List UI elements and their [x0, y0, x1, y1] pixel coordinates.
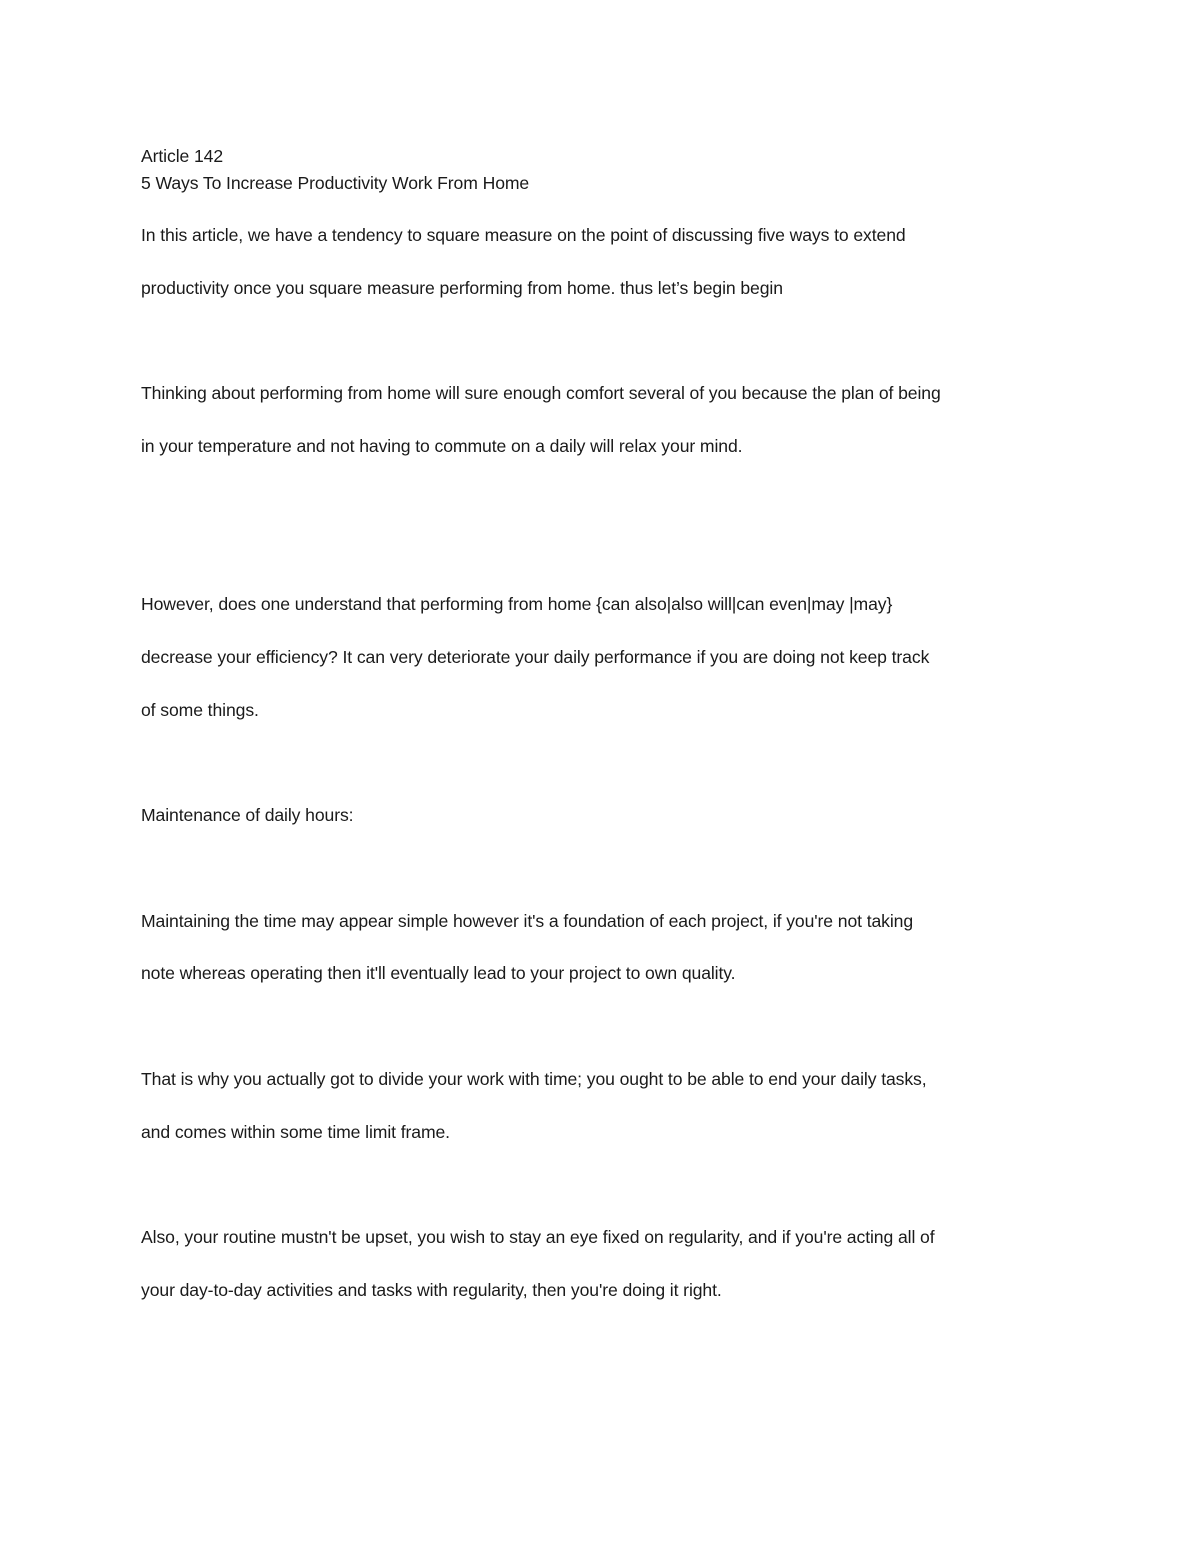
- paragraph-7-line-2: your day-to-day activities and tasks with regularity, then you're doing it right.: [141, 1280, 722, 1300]
- paragraph-3-line-1: However, does one understand that performing from home {can also|also will|can even|may |may}: [141, 594, 893, 614]
- article-number: Article 142: [141, 146, 224, 166]
- paragraph-2-line-2: in your temperature and not having to commute on a daily will relax your mind.: [141, 436, 743, 456]
- paragraph-3-line-3: of some things.: [141, 700, 259, 720]
- article-title: 5 Ways To Increase Productivity Work From Home: [141, 173, 530, 193]
- section-heading: Maintenance of daily hours:: [141, 805, 354, 825]
- paragraph-6-line-1: That is why you actually got to divide your work with time; you ought to be able to end your daily tasks,: [141, 1069, 927, 1089]
- paragraph-1-line-1: In this article, we have a tendency to square measure on the point of discussing five ways to extend: [141, 225, 906, 245]
- paragraph-5-line-2: note whereas operating then it'll eventually lead to your project to own quality.: [141, 963, 736, 983]
- paragraph-2-line-1: Thinking about performing from home will sure enough comfort several of you because the plan of being: [141, 383, 941, 403]
- paragraph-5-line-1: Maintaining the time may appear simple however it's a foundation of each project, if you're not taking: [141, 911, 914, 931]
- paragraph-1-line-2: productivity once you square measure performing from home. thus let’s begin begin: [141, 278, 783, 298]
- paragraph-6-line-2: and comes within some time limit frame.: [141, 1122, 450, 1142]
- paragraph-7-line-1: Also, your routine mustn't be upset, you wish to stay an eye fixed on regularity, and if you're acting all of: [141, 1227, 935, 1247]
- paragraph-3-line-2: decrease your efficiency? It can very deteriorate your daily performance if you are doing not keep track: [141, 647, 930, 667]
